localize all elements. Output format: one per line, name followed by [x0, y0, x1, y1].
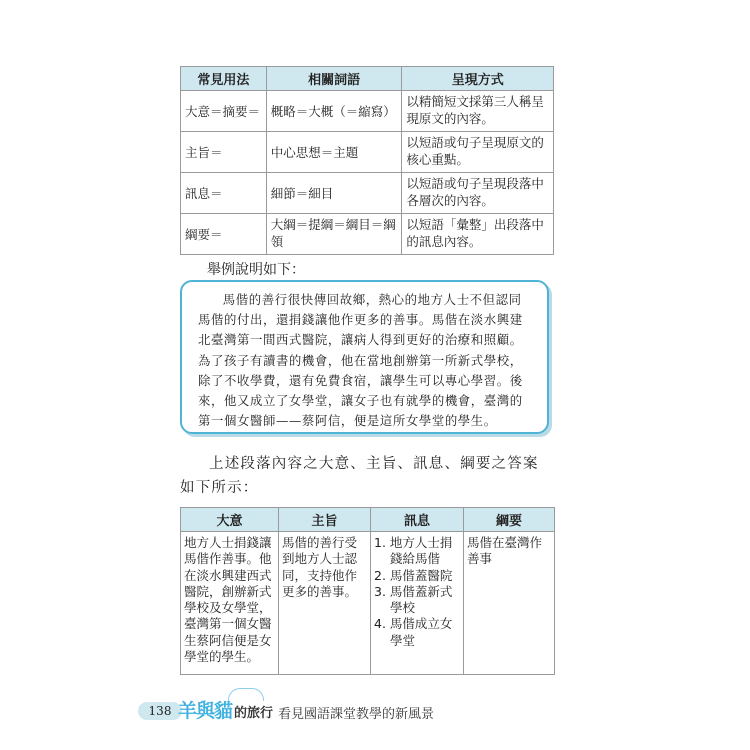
table-row: [181, 91, 554, 132]
list-item: 3. 馬偕蓋新式學校: [374, 583, 453, 616]
book-logo-suffix: 的旅行: [234, 706, 274, 721]
presentation-cell: 以短語或句子呈現段落中各層次的內容。: [402, 173, 554, 214]
answer-intro: 上述段落內容之大意、主旨、訊息、綱要之答案如下所示：: [180, 456, 539, 496]
page-footer: [130, 698, 560, 722]
presentation-cell: 以精簡短文採第三人稱呈現原文的內容。: [402, 91, 554, 132]
example-passage-box: [180, 280, 549, 434]
example-passage: 馬偕的善行很快傳回故鄉，熱心的地方人士不但認同馬偕的付出，還捐錢讓他作更多的善事。馬偕在淡水興建北臺灣第一間西式醫院，讓病人得到更好的治療和照顧。為了孩子有讀書的機會，他在當地創辦第一所新式學校，除了不收學費，還有免費食宿，讓學生可以專心學習。後來，他又成立了女學堂，讓女子也有就學的機會，臺灣的第一個女醫師——蔡阿信，便是這所女學堂的學生。: [198, 292, 523, 429]
related-cell: 大綱＝提綱＝綱目＝綱領: [266, 214, 402, 255]
list-item: 1. 地方人士捐錢給馬偕: [374, 535, 453, 567]
cloud-icon: [228, 688, 264, 701]
book-subtitle: 看見國語課堂教學的新風景: [278, 707, 435, 722]
gangyao-cell: 馬偕在臺灣作善事: [464, 532, 555, 675]
presentation-cell: 以短語「彙整」出段落中的訊息內容。: [402, 214, 554, 255]
table-row: [181, 214, 554, 255]
page-number: 138: [138, 702, 182, 720]
presentation-cell: 以短語或句子呈現原文的核心重點。: [402, 132, 554, 173]
zhuzhi-cell: 馬偕的善行受到地方人士認同，支持他作更多的善事。: [279, 532, 371, 675]
header-zhuzhi: 主旨: [279, 508, 371, 532]
header-daiyi: 大意: [181, 508, 279, 532]
book-logo: 羊與貓: [178, 700, 233, 722]
daiyi-cell: 地方人士捐錢讓馬偕作善事。他在淡水興建西式醫院，創辦新式學校及女學堂，臺灣第一個女醫生蔡阿信便是女學堂的學生。: [181, 532, 279, 675]
header-related-terms: 相關詞語: [266, 67, 402, 91]
list-item: 4. 馬偕成立女學堂: [374, 616, 453, 648]
usage-cell: 主旨＝: [181, 132, 267, 173]
related-cell: 細節＝細目: [266, 173, 402, 214]
answer-table: [180, 507, 555, 675]
list-item: 2. 馬偕蓋醫院: [374, 567, 453, 583]
usage-table: [180, 66, 554, 255]
table-row: [181, 173, 554, 214]
header-presentation: 呈現方式: [402, 67, 554, 91]
example-lead: 舉例說明如下：: [207, 262, 305, 278]
header-usage: 常見用法: [181, 67, 267, 91]
table-row: [181, 532, 555, 675]
related-cell: 概略＝大概（＝縮寫）: [266, 91, 402, 132]
header-gangyao: 綱要: [464, 508, 555, 532]
xunxi-cell: [371, 532, 464, 675]
usage-cell: 訊息＝: [181, 173, 267, 214]
usage-cell: 大意＝摘要＝: [181, 91, 267, 132]
table-row: [181, 132, 554, 173]
usage-cell: 綱要＝: [181, 214, 267, 255]
related-cell: 中心思想＝主題: [266, 132, 402, 173]
header-xunxi: 訊息: [371, 508, 464, 532]
